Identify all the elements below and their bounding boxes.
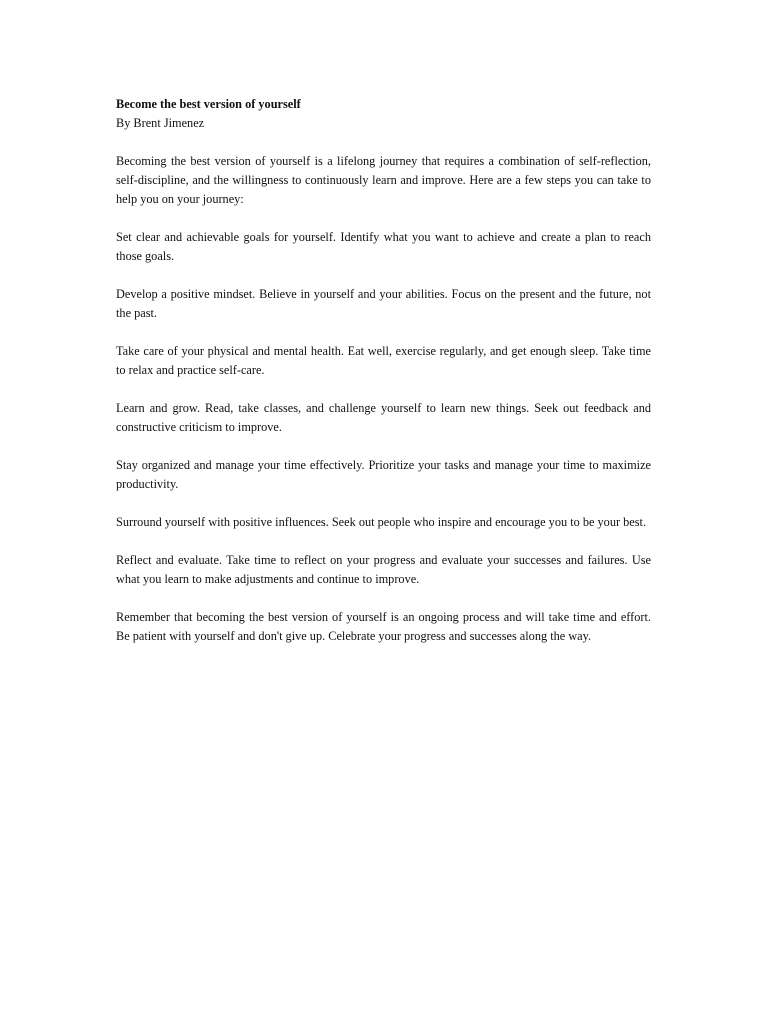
paragraph-health: Take care of your physical and mental health. Eat well, exercise regularly, and get enough sleep. Take time to relax and practice self-care. (116, 344, 651, 377)
paragraph-mindset: Develop a positive mindset. Believe in yourself and your abilities. Focus on the present and the future, not the past. (116, 287, 651, 320)
paragraph-influences: Surround yourself with positive influences. Seek out people who inspire and encourage you to be your best. (116, 515, 647, 529)
document-author: By Brent Jimenez (116, 116, 205, 130)
paragraph-intro: Becoming the best version of yourself is a lifelong journey that requires a combination of self-reflection, self-discipline, and the willingness to continuously learn and improve. Here are a few steps you can take to help you on your journey: (116, 154, 651, 206)
paragraph-conclusion: Remember that becoming the best version of yourself is an ongoing process and will take time and effort. Be patient with yourself and don't give up. Celebrate your progress and successes along the way. (116, 610, 651, 643)
document-body (116, 95, 651, 665)
document-title: Become the best version of yourself (116, 97, 301, 111)
paragraph-goals: Set clear and achievable goals for yourself. Identify what you want to achieve and create a plan to reach those goals. (116, 230, 651, 263)
paragraph-learn: Learn and grow. Read, take classes, and challenge yourself to learn new things. Seek out feedback and constructive criticism to improve. (116, 401, 651, 434)
paragraph-reflect: Reflect and evaluate. Take time to reflect on your progress and evaluate your successes and failures. Use what you learn to make adjustments and continue to improve. (116, 553, 651, 586)
paragraph-organize: Stay organized and manage your time effectively. Prioritize your tasks and manage your time to maximize productivity. (116, 458, 651, 491)
